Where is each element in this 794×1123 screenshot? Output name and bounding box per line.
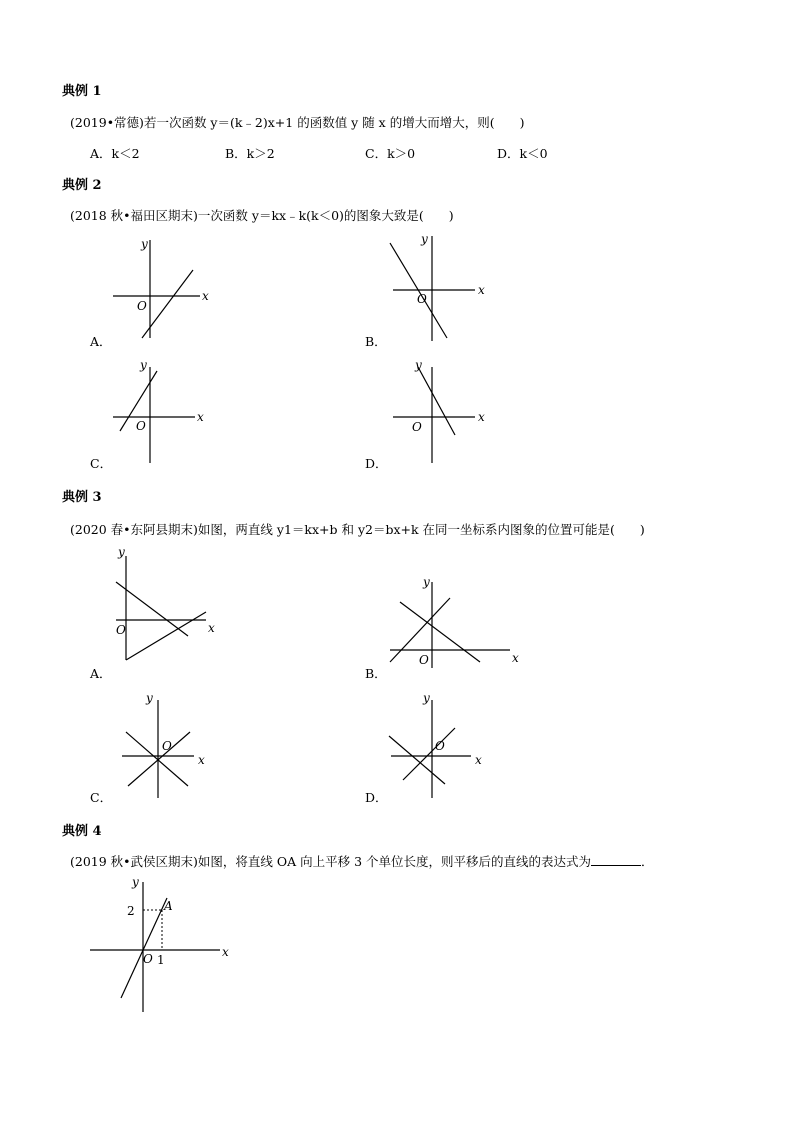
example-1-option-b[interactable]: B．k＞2 xyxy=(225,146,275,161)
example-1-heading: 典例 1 xyxy=(62,84,102,99)
y-axis-label: y xyxy=(423,691,430,705)
example-3-option-a[interactable]: A． xyxy=(90,666,112,681)
example-2-graph-c xyxy=(105,355,225,465)
example-3-graph-c xyxy=(108,688,218,800)
origin-label: O xyxy=(143,952,153,966)
example-4-graph xyxy=(85,870,245,1015)
example-1-option-a[interactable]: A．k＜2 xyxy=(90,146,140,161)
y-axis-label: y xyxy=(421,232,428,246)
example-2-heading: 典例 2 xyxy=(62,178,102,193)
x-axis-label: x xyxy=(478,410,485,424)
example-3-graph-b xyxy=(385,572,525,672)
origin-label: O xyxy=(417,292,427,306)
example-3-option-c[interactable]: C． xyxy=(90,790,113,805)
example-3-graph-a xyxy=(108,542,228,664)
x-axis-label: x xyxy=(222,945,229,959)
x-axis-label: x xyxy=(197,410,204,424)
graph-line xyxy=(418,367,455,435)
example-3-stem: (2020 春•东阿县期末)如图，两直线 y1＝kx+b 和 y2＝bx+k 在同一坐标系内图象的位置可能是( ) xyxy=(70,522,645,537)
origin-label: O xyxy=(419,653,429,667)
point-a-label: A xyxy=(164,899,173,913)
example-4-stem xyxy=(70,852,654,870)
y-axis-label: y xyxy=(423,575,430,589)
example-3-option-d[interactable]: D． xyxy=(365,790,388,805)
example-2-option-d[interactable]: D． xyxy=(365,456,388,471)
y-axis-label: y xyxy=(146,691,153,705)
graph-line-1 xyxy=(116,582,188,636)
example-1-option-d[interactable]: D．k＜0 xyxy=(497,146,548,161)
example-1-option-c[interactable]: C．k＞0 xyxy=(365,146,416,161)
y-axis-label: y xyxy=(141,237,148,251)
y-axis-label: y xyxy=(132,875,139,889)
x-axis-label: x xyxy=(198,753,205,767)
example-4-stem-end: ． xyxy=(641,854,654,869)
example-2-option-b[interactable]: B． xyxy=(365,334,387,349)
x-tick-1: 1 xyxy=(157,953,165,967)
example-4-heading: 典例 4 xyxy=(62,824,102,839)
example-2-graph-d xyxy=(385,355,505,465)
origin-label: O xyxy=(412,420,422,434)
graph-line-2 xyxy=(400,602,480,662)
x-axis-label: x xyxy=(208,621,215,635)
y-axis-label: y xyxy=(118,545,125,559)
y-axis-label: y xyxy=(140,358,147,372)
example-1-stem: (2019•常德)若一次函数 y＝(k﹣2)x+1 的函数值 y 随 x 的增大而增大，则( ) xyxy=(70,115,525,130)
graph-line-2 xyxy=(128,732,190,786)
origin-label: O xyxy=(136,419,146,433)
example-2-graph-b xyxy=(385,228,505,343)
y-tick-2: 2 xyxy=(127,904,135,918)
example-3-graph-d xyxy=(385,688,495,800)
example-2-option-a[interactable]: A． xyxy=(90,334,112,349)
x-axis-label: x xyxy=(202,289,209,303)
example-4-stem-text: (2019 秋•武侯区期末)如图，将直线 OA 向上平移 3 个单位长度，则平移后的直线的表达式为 xyxy=(70,854,592,869)
example-3-option-b[interactable]: B． xyxy=(365,666,387,681)
origin-label: O xyxy=(116,623,126,637)
example-2-graph-a xyxy=(105,230,225,340)
x-axis-label: x xyxy=(475,753,482,767)
answer-blank[interactable] xyxy=(591,853,641,866)
example-2-option-c[interactable]: C． xyxy=(90,456,113,471)
y-axis-label: y xyxy=(415,358,422,372)
x-axis-label: x xyxy=(512,651,519,665)
origin-label: O xyxy=(435,739,445,753)
origin-label: O xyxy=(162,739,172,753)
graph-line-1 xyxy=(126,732,188,786)
example-2-stem: (2018 秋•福田区期末)一次函数 y＝kx﹣k(k＜0)的图象大致是( ) xyxy=(70,208,454,223)
x-axis-label: x xyxy=(478,283,485,297)
example-3-heading: 典例 3 xyxy=(62,490,102,505)
origin-label: O xyxy=(137,299,147,313)
